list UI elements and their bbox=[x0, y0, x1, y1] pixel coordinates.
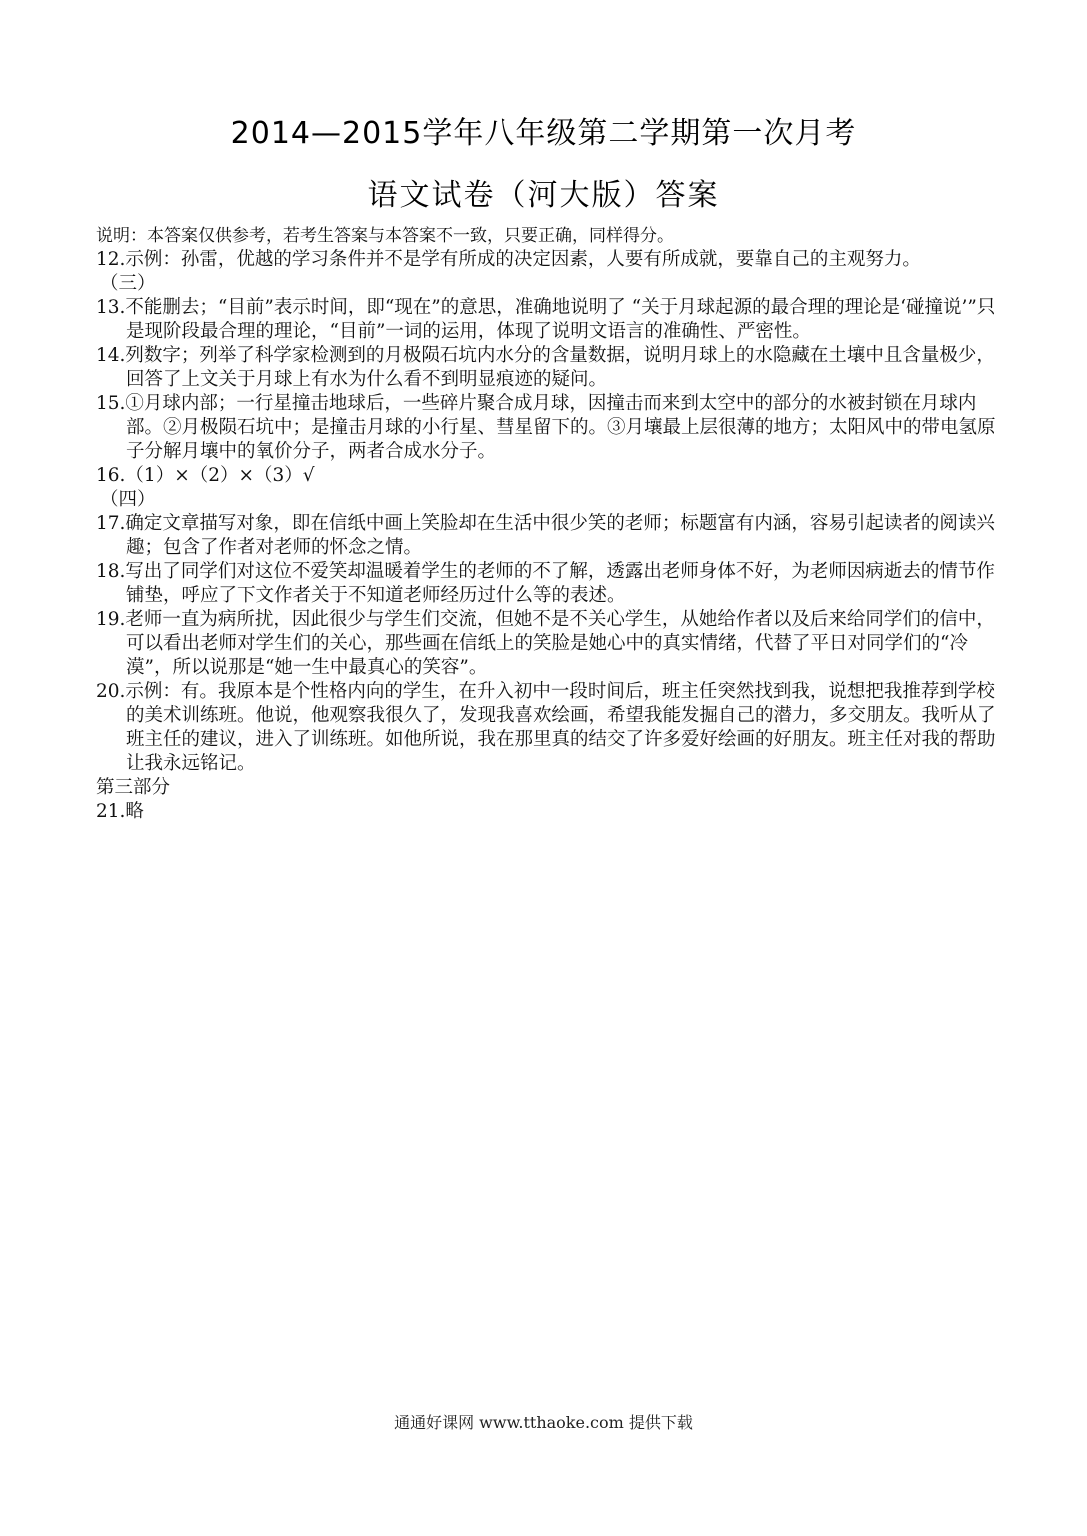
answer-14: 14.列数字；列举了科学家检测到的月极陨石坑内水分的含量数据，说明月球上的水隐藏在土壤中且含量极少，回答了上文关于月球上有水为什么看不到明显痕迹的疑问。 bbox=[96, 345, 995, 390]
answer-16: 16.（1）×（2）×（3）√ bbox=[96, 465, 315, 486]
section-heading-3: （三） bbox=[100, 273, 156, 294]
part-three-heading: 第三部分 bbox=[96, 777, 171, 798]
answer-17: 17.确定文章描写对象，即在信纸中画上笑脸却在生活中很少笑的老师；标题富有内涵，容易引起读者的阅读兴趣；包含了作者对老师的怀念之情。 bbox=[96, 513, 995, 558]
footer-source: 通通好课网 www.tthaoke.com 提供下载 bbox=[394, 1413, 693, 1432]
answer-19: 19.老师一直为病所扰，因此很少与学生们交流，但她不是不关心学生，从她给作者以及后来给同学们的信中，可以看出老师对学生们的关心，那些画在信纸上的笑脸是她心中的真实情绪，代替了平日对同学们的“冷漠”，所以说那是“她一生中最真心的笑容”。 bbox=[96, 609, 995, 678]
page-title: 2014—2015学年八年级第二学期第一次月考 bbox=[230, 116, 857, 151]
answer-21: 21.略 bbox=[96, 801, 144, 822]
page-subtitle: 语文试卷（河大版）答案 bbox=[367, 178, 720, 213]
answer-20: 20.示例：有。我原本是个性格内向的学生，在升入初中一段时间后，班主任突然找到我，说想把我推荐到学校的美术训练班。他说，他观察我很久了，发现我喜欢绘画，希望我能发掘自己的潜力，多交朋友。我听从了班主任的建议，进入了训练班。如他所说，我在那里真的结交了许多爱好绘画的好朋友。班主任对我的帮助让我永远铭记。 bbox=[96, 681, 996, 774]
answer-12: 12.示例：孙雷，优越的学习条件并不是学有所成的决定因素，人要有所成就，要靠自己的主观努力。 bbox=[96, 249, 921, 270]
answer-body bbox=[96, 224, 996, 824]
instruction-note: 说明：本答案仅供参考，若考生答案与本答案不一致，只要正确，同样得分。 bbox=[96, 226, 674, 246]
answer-13: 13.不能删去；“目前”表示时间，即“现在”的意思，准确地说明了 “关于月球起源的最合理的理论是‘碰撞说’”只是现阶段最合理的理论，“目前”一词的运用，体现了说明文语言的准确性、严密性。 bbox=[96, 297, 996, 342]
answer-15: 15.①月球内部；一行星撞击地球后，一些碎片聚合成月球，因撞击而来到太空中的部分的水被封锁在月球内部。②月极陨石坑中；是撞击月球的小行星、彗星留下的。③月壤最上层很薄的地方；太阳风中的带电氢原子分解月壤中的氧价分子，两者合成水分子。 bbox=[96, 393, 996, 462]
answer-18: 18.写出了同学们对这位不爱笑却温暖着学生的老师的不了解，透露出老师身体不好，为老师因病逝去的情节作铺垫，呼应了下文作者关于不知道老师经历过什么等的表述。 bbox=[96, 561, 995, 606]
section-heading-4: （四） bbox=[100, 489, 156, 510]
